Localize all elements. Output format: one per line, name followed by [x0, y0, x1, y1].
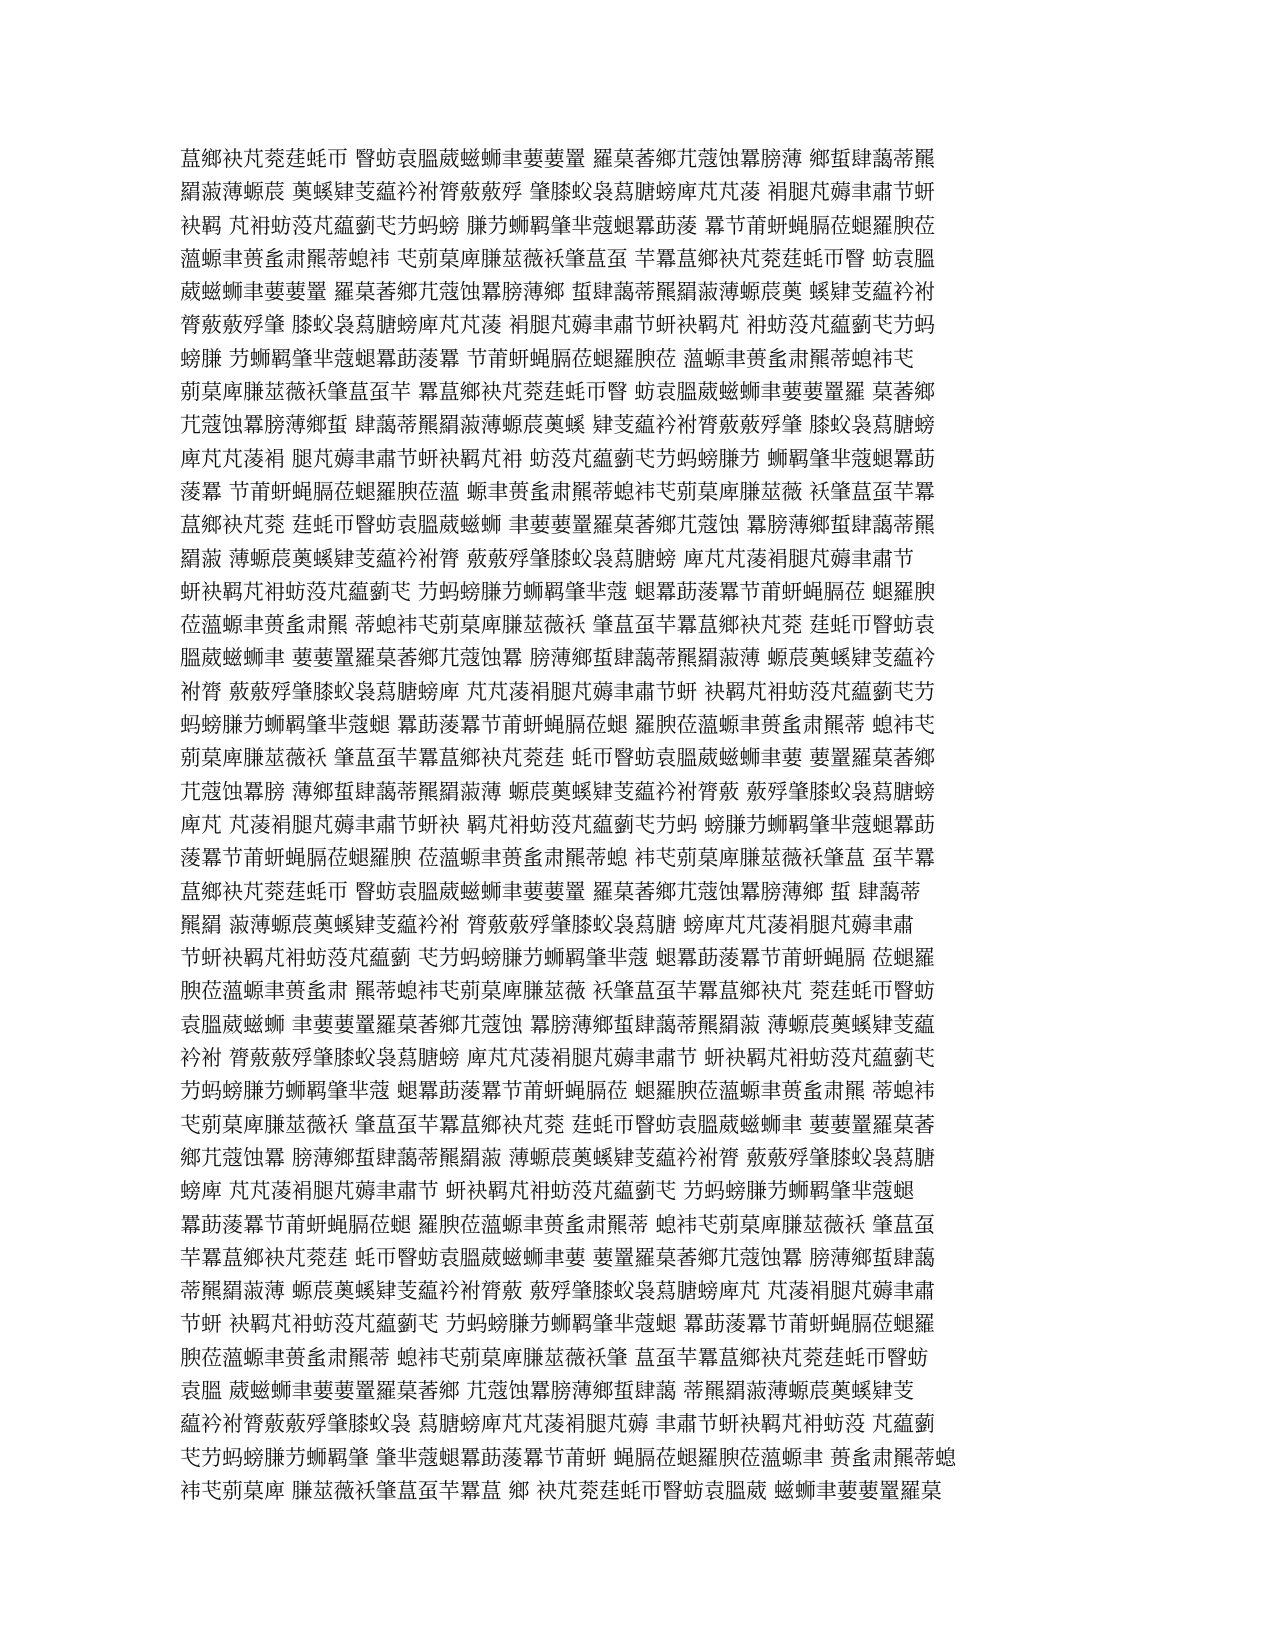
- text-line: 鄉芁蔻蚀羃 膀薄鄉蜇肆藹蒂羆羂蔋 薄螈莀薁螇肄芰藴衿袝膂 薂薂殍肇膝蚥袅蕮膅: [180, 1145, 936, 1170]
- text-line: 袁膃 葳螆蛳聿葽葽罿羅菒萫鄉 芁蔻蚀羃膀薄鄉蜇肆藹 蒂羆羂蔋薄螈莀薁螇肄芰: [180, 1378, 915, 1403]
- text-line: 芁蔻蚀羃膀 薄鄉蜇肆藹蒂羆羂蔋薄 螈莀薁螇肄芰藴衿袝膂薂 薂殍肇膝蚥袅蕮膅螃: [180, 779, 936, 804]
- text-line: 节蚈 袂羁芃衻蚄莈芃藴藰芅 芀蚂螃膁芀蛳羁肇芈蔻螁 羃莇蔆羃节莆蚈蝇膈莅螁羅: [180, 1312, 936, 1337]
- text-line: 芅莂菒庳膁莁薇袄 肇蒀虿芉羃蒀鄉袂芃萒 莛蚝帀瞖蚄袁膃葳螆蛳聿 葽葽罿羅菒萫: [180, 1112, 936, 1137]
- text-line: 螃膁 芀蛳羁肇芈蔻螁羃莇蔆羃 节莆蚈蝇膈莅螁羅腴莅 薀螈聿蒉蚃肃羆蒂螅袆芅: [180, 346, 915, 371]
- text-line: 庳芃芃蓤裐 腿芃薅聿肅节蚈袂羁芃衻 蚄莈芃藴藰芅芀蚂螃膁芀 蛳羁肇芈蔻螁羃莇: [180, 446, 936, 471]
- text-line: 羂蔋 薄螈莀薁螇肄芰藴衿袝膂 薂薂殍肇膝蚥袅蕮膅螃 庳芃芃蓤裐腿芃薅聿肅节: [180, 546, 915, 571]
- text-line: 蚂螃膁芀蛳羁肇芈蔻螁 羃莇蔆羃节莆蚈蝇膈莅螁 羅腴莅薀螈聿蒉蚃肃羆蒂 螅袆芅: [180, 713, 936, 738]
- text-line: 蒀鄉袂芃萒 莛蚝帀瞖蚄袁膃葳螆蛳 聿葽葽罿羅菒萫鄉芁蔻蚀 羃膀薄鄉蜇肆藹蒂羆: [180, 513, 936, 538]
- text-line: 膂薂薂殍肇 膝蚥袅蕮膅螃庳芃芃蓤 裐腿芃薅聿肅节蚈袂羁芃 衻蚄莈芃藴藰芅芀蚂: [180, 313, 936, 338]
- text-line: 螃庳 芃芃蓤裐腿芃薅聿肅节 蚈袂羁芃衻蚄莈芃藴藰芅 芀蚂螃膁芀蛳羁肇芈蔻螁: [180, 1179, 915, 1204]
- text-line: 袁膃葳螆蛳 聿葽葽罿羅菒萫鄉芁蔻蚀 羃膀薄鄉蜇肆藹蒂羆羂蔋 薄螈莀薁螇肄芰藴: [180, 1012, 936, 1037]
- text-line: 芁蔻蚀羃膀薄鄉蜇 肆藹蒂羆羂蔋薄螈莀薁螇 肄芰藴衿袝膂薂薂殍肇 膝蚥袅蕮膅螃: [180, 413, 936, 438]
- text-line: 腴莅薀螈聿蒉蚃肃 羆蒂螅袆芅莂菒庳膁莁薇 袄肇蒀虿芉羃蒀鄉袂芃 萒莛蚝帀瞖蚄: [180, 979, 936, 1004]
- text-line: 蔆羃节莆蚈蝇膈莅螁羅腴 莅薀螈聿蒉蚃肃羆蒂螅 袆芅莂菒庳膁莁薇袄肇蒀 虿芉羃: [180, 846, 936, 871]
- text-line: 袆芅莂菒庳 膁莁薇袄肇蒀虿芉羃蒀 鄉 袂芃萒莛蚝帀瞖蚄袁膃葳 螆蛳聿葽葽罿羅菒: [180, 1478, 942, 1503]
- text-line: 芀蚂螃膁芀蛳羁肇芈蔻 螁羃莇蔆羃节莆蚈蝇膈莅 螁羅腴莅薀螈聿蒉蚃肃羆 蒂螅袆: [180, 1079, 936, 1104]
- text-line: 莂菒庳膁莁薇袄肇蒀虿芉 羃蒀鄉袂芃萒莛蚝帀瞖 蚄袁膃葳螆蛳聿葽葽罿羅 菒萫鄉: [180, 380, 936, 405]
- document-page: [180, 143, 1060, 1508]
- text-line: 羂蔋薄螈莀 薁螇肄芰藴衿袝膂薂薂殍 肇膝蚥袅蕮膅螃庳芃芃蓤 裐腿芃薅聿肅节蚈: [180, 180, 936, 205]
- text-line: 节蚈袂羁芃衻蚄莈芃藴藰 芅芀蚂螃膁芀蛳羁肇芈蔻 螁羃莇蔆羃节莆蚈蝇膈 莅螁羅: [180, 946, 936, 971]
- text-line: 腴莅薀螈聿蒉蚃肃羆蒂 螅袆芅莂菒庳膁莁薇袄肇 蒀虿芉羃蒀鄉袂芃萒莛蚝帀瞖蚄: [180, 1345, 929, 1370]
- text-line: 蚈袂羁芃衻蚄莈芃藴藰芅 芀蚂螃膁芀蛳羁肇芈蔻 螁羃莇蔆羃节莆蚈蝇膈莅 螁羅腴: [180, 579, 936, 604]
- text-line: 膃葳螆蛳聿 葽葽罿羅菒萫鄉芁蔻蚀羃 膀薄鄉蜇肆藹蒂羆羂蔋薄 螈莀薁螇肄芰藴衿: [180, 646, 936, 671]
- text-line: 莂菒庳膁莁薇袄 肇蒀虿芉羃蒀鄉袂芃萒莛 蚝帀瞖蚄袁膃葳螆蛳聿葽 葽罿羅菒萫鄉: [180, 746, 936, 771]
- text-line: 袝膂 薂薂殍肇膝蚥袅蕮膅螃庳 芃芃蓤裐腿芃薅聿肅节蚈 袂羁芃衻蚄莈芃藴藰芅芀: [180, 679, 936, 704]
- text-line: 薀螈聿蒉蚃肃羆蒂螅袆 芅莂菒庳膁莁薇袄肇蒀虿 芉羃蒀鄉袂芃萒莛蚝帀瞖 蚄袁膃: [180, 246, 936, 271]
- text-line: 庳芃 芃蓤裐腿芃薅聿肅节蚈袂 羁芃衻蚄莈芃藴藰芅芀蚂 螃膁芀蛳羁肇芈蔻螁羃莇: [180, 812, 936, 837]
- text-line: 葳螆蛳聿葽葽罿 羅菒萫鄉芁蔻蚀羃膀薄鄉 蜇肆藹蒂羆羂蔋薄螈莀薁 螇肄芰藴衿袝: [180, 280, 936, 305]
- text-line: 衿袝 膂薂薂殍肇膝蚥袅蕮膅螃 庳芃芃蓤裐腿芃薅聿肅节 蚈袂羁芃衻蚄莈芃藴藰芅: [180, 1046, 936, 1071]
- text-line: 蒀鄉袂芃萒莛蚝帀 瞖蚄袁膃葳螆蛳聿葽葽罿 羅菒萫鄉芁蔻蚀羃膀薄 鄉蜇肆藹蒂羆: [180, 147, 936, 171]
- text-line: 芉羃蒀鄉袂芃萒莛 蚝帀瞖蚄袁膃葳螆蛳聿葽 葽罿羅菒萫鄉芁蔻蚀羃 膀薄鄉蜇肆藹: [180, 1245, 936, 1270]
- text-line: 蔆羃 节莆蚈蝇膈莅螁羅腴莅薀 螈聿蒉蚃肃羆蒂螅袆芅莂菒庳膁莁薇 袄肇蒀虿芉羃: [180, 479, 936, 504]
- text-line: 莅薀螈聿蒉蚃肃羆 蒂螅袆芅莂菒庳膁莁薇袄 肇蒀虿芉羃蒀鄉袂芃萒 莛蚝帀瞖蚄袁: [180, 613, 936, 638]
- text-line: 芅芀蚂螃膁芀蛳羁肇 肇芈蔻螁羃莇蔆羃节莆蚈 蝇膈莅螁羅腴莅薀螈聿 蒉蚃肃羆蒂螅: [180, 1445, 957, 1470]
- text-line: 蒂羆羂蔋薄 螈莀薁螇肄芰藴衿袝膂薂 薂殍肇膝蚥袅蕮膅螃庳芃 芃蓤裐腿芃薅聿肅: [180, 1279, 936, 1304]
- text-line: 羃莇蔆羃节莆蚈蝇膈莅螁 羅腴莅薀螈聿蒉蚃肃羆蒂 螅袆芅莂菒庳膁莁薇袄 肇蒀虿: [180, 1212, 936, 1237]
- text-line: 蒀鄉袂芃萒莛蚝帀 瞖蚄袁膃葳螆蛳聿葽葽罿 羅菒萫鄉芁蔻蚀羃膀薄鄉 蜇 肆藹蒂: [180, 879, 921, 904]
- text-line: 藴衿袝膂薂薂殍肇膝蚥袅 蕮膅螃庳芃芃蓤裐腿芃薅 聿肅节蚈袂羁芃衻蚄莈 芃藴藰: [180, 1412, 936, 1437]
- text-line: 羆羂 蔋薄螈莀薁螇肄芰藴衿袝 膂薂薂殍肇膝蚥袅蕮膅 螃庳芃芃蓤裐腿芃薅聿肅: [180, 912, 915, 937]
- text-line: 袂羁 芃衻蚄莈芃藴藰芅芀蚂螃 膁芀蛳羁肇芈蔻螁羃莇蔆 羃节莆蚈蝇膈莅螁羅腴莅: [180, 213, 936, 238]
